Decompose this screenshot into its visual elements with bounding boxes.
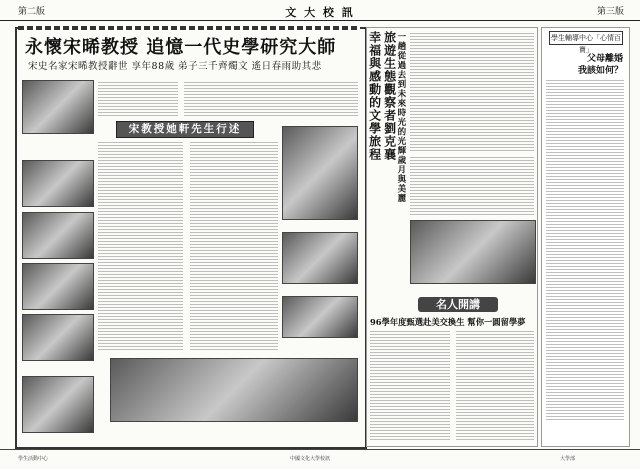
interview-photo (410, 220, 536, 284)
vertical-subheadline: 一趟從過去到未來時光的光輝歲月與美麗 (395, 32, 406, 203)
body-text-block (456, 330, 534, 440)
page-footer (0, 449, 640, 470)
body-text-block (370, 330, 450, 440)
masthead: 文 大 校 訊 (285, 6, 355, 19)
article-subheadline: 96學年度甄選赴美交換生 幫你一圓留學夢 (370, 317, 526, 327)
column-title: 我該如何？ (577, 66, 623, 76)
body-text-block (98, 80, 178, 116)
photo (22, 376, 94, 433)
photo (282, 296, 358, 338)
footer-left: 學生活動中心 (18, 456, 49, 462)
page-header (0, 0, 640, 21)
column-tag: 學生輔導中心「心情百寶」 (549, 31, 623, 45)
group-photo (110, 358, 358, 422)
body-text-block (546, 80, 624, 420)
page-number-right: 第三版 (596, 7, 624, 17)
footer-center: 中國文化大學校訊 (290, 456, 331, 462)
body-text-block (98, 140, 183, 350)
section-banner: 名人開講 (418, 297, 498, 312)
body-text-block (410, 31, 534, 151)
article-subtitle: 宋史名家宋晞教授辭世 享年88歲 弟子三千齊燭文 遙日春雨助其悲 (28, 61, 322, 72)
article-title: 永懷宋晞教授 追憶一代史學研究大師 (25, 37, 337, 58)
section-heading: 宋教授她軒先生行述 (116, 121, 254, 138)
body-text-block (410, 155, 534, 215)
column-title: 父母離婚 (586, 54, 623, 64)
portrait-photo (22, 80, 94, 134)
portrait-photo (282, 126, 358, 220)
body-text-block (190, 140, 278, 350)
vertical-headline: 旅遊生態觀察者劉克襄 (382, 31, 397, 161)
vertical-headline: 幸福與感動的文學旅程 (367, 31, 382, 161)
photo (22, 263, 94, 310)
photo (22, 212, 94, 259)
body-text-block (184, 80, 358, 116)
photo (22, 160, 94, 207)
footer-right: 大學部 (560, 456, 576, 462)
photo (22, 314, 94, 361)
decorative-border (18, 26, 360, 30)
page-number-left: 第二版 (18, 7, 46, 17)
photo-caption (410, 284, 534, 292)
photo (282, 232, 358, 284)
